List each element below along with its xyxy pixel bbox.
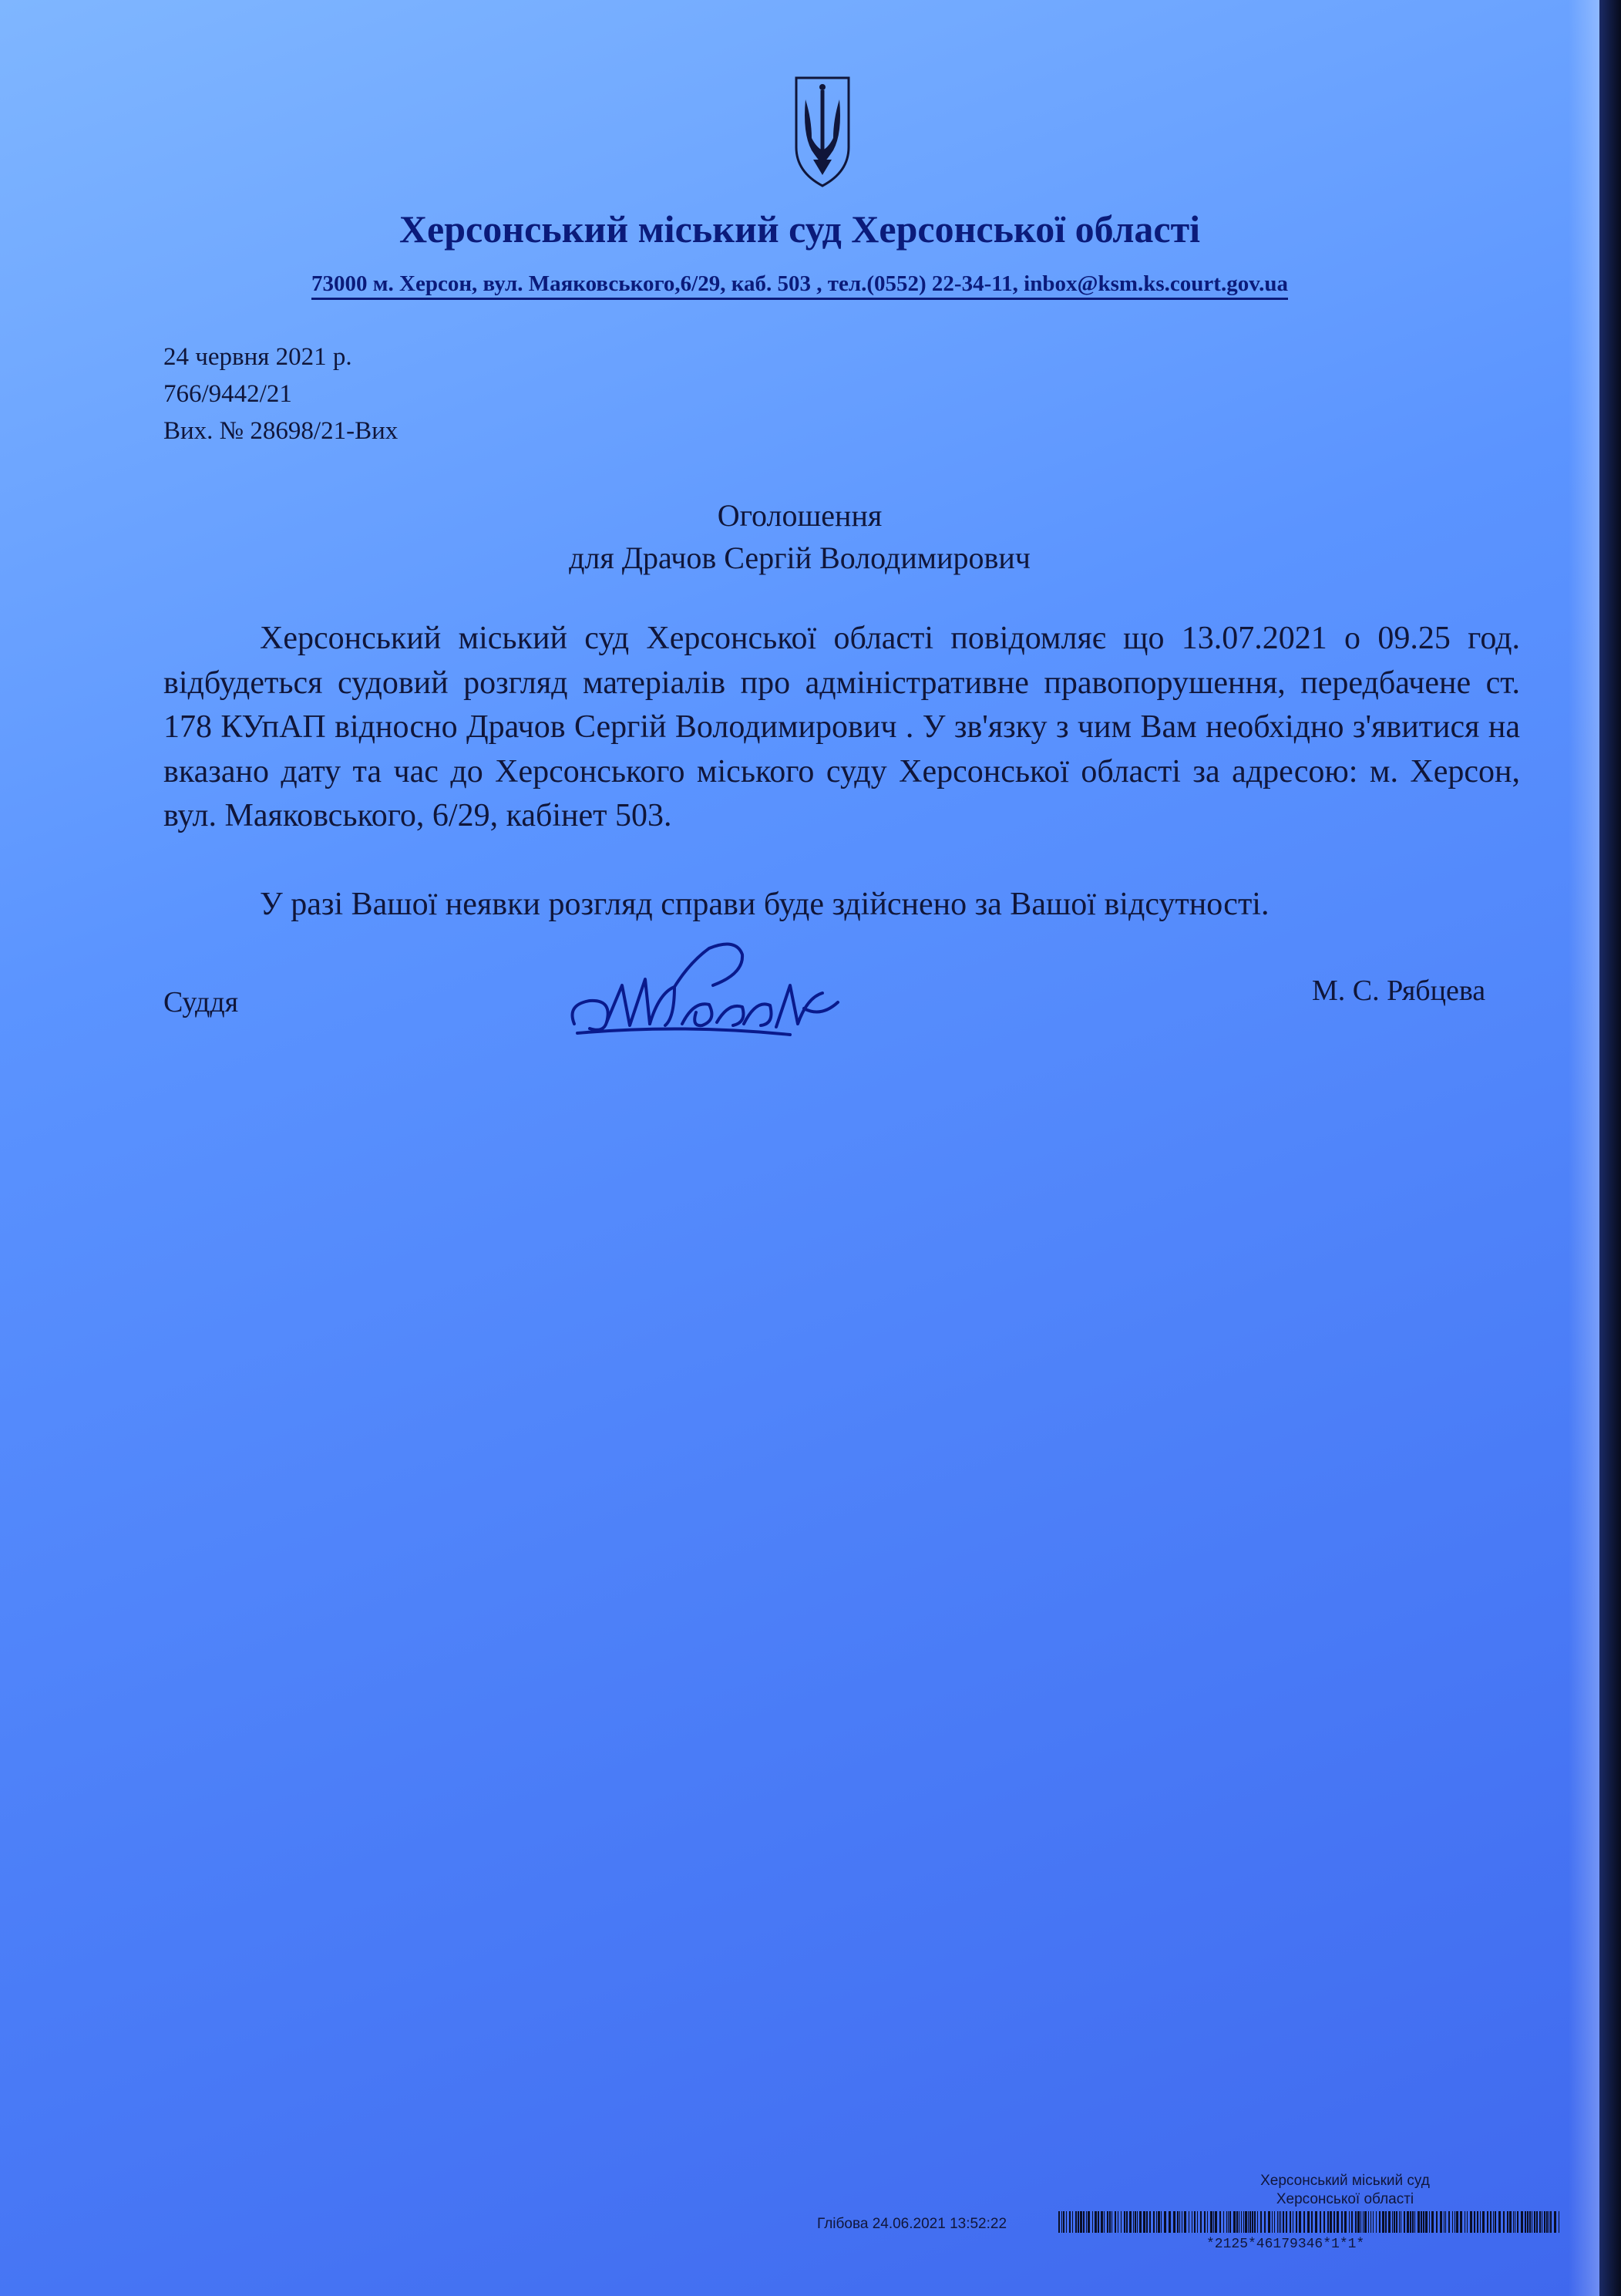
notice-title: Оголошення	[717, 498, 883, 533]
signer-role: Суддя	[163, 986, 239, 1018]
barcode-code: *2125*46179346*1*1*	[1206, 2237, 1365, 2252]
page-edge-shadow	[1599, 0, 1621, 2296]
court-address-text: 73000 м. Херсон, вул. Маяковського,6/29, каб. 503 , тел.(0552) 22-34-11, inbox@ksm.ks.court.gov.ua	[311, 271, 1288, 300]
notice-recipient: для Драчов Сергій Володимирович	[569, 540, 1031, 575]
signer-name: М. С. Рябцева	[1312, 975, 1486, 1007]
case-number: 766/9442/21	[163, 380, 292, 408]
registrar-timestamp: Глібова 24.06.2021 13:52:22	[817, 2216, 1007, 2232]
outgoing-number: Вих. № 28698/21-Вих	[163, 417, 399, 445]
document-date: 24 червня 2021 р.	[163, 343, 352, 371]
trident-coat-of-arms-icon	[792, 73, 853, 189]
barcode-icon	[1058, 2211, 1563, 2233]
notice-paragraph-2: У разі Вашої неявки розгляд справи буде здійснено за Вашої відсутності.	[260, 887, 1270, 922]
court-name: Херсонський міський суд Херсонської області	[399, 207, 1201, 251]
handwritten-signature	[559, 931, 852, 1047]
stamp-org-line-1: Херсонський міський суд	[1260, 2173, 1430, 2189]
stamp-org-line-2: Херсонської області	[1276, 2191, 1414, 2207]
notice-paragraph-1: Херсонський міський суд Херсонської області повідомляє що 13.07.2021 о 09.25 год. відбудеться судовий розгляд матеріалів про адміністративне правопорушення, передбачене ст. 178 КУпАП відносно Драчов Сергій Володимирович . У зв'язку з чим Вам необхідно з'явитися на вказано дату та час до Херсонського міського суду Херсонської області за адресою: м. Херсон, вул. Маяковського, 6/29, кабінет 503.	[163, 621, 1520, 833]
court-address	[0, 271, 1599, 297]
